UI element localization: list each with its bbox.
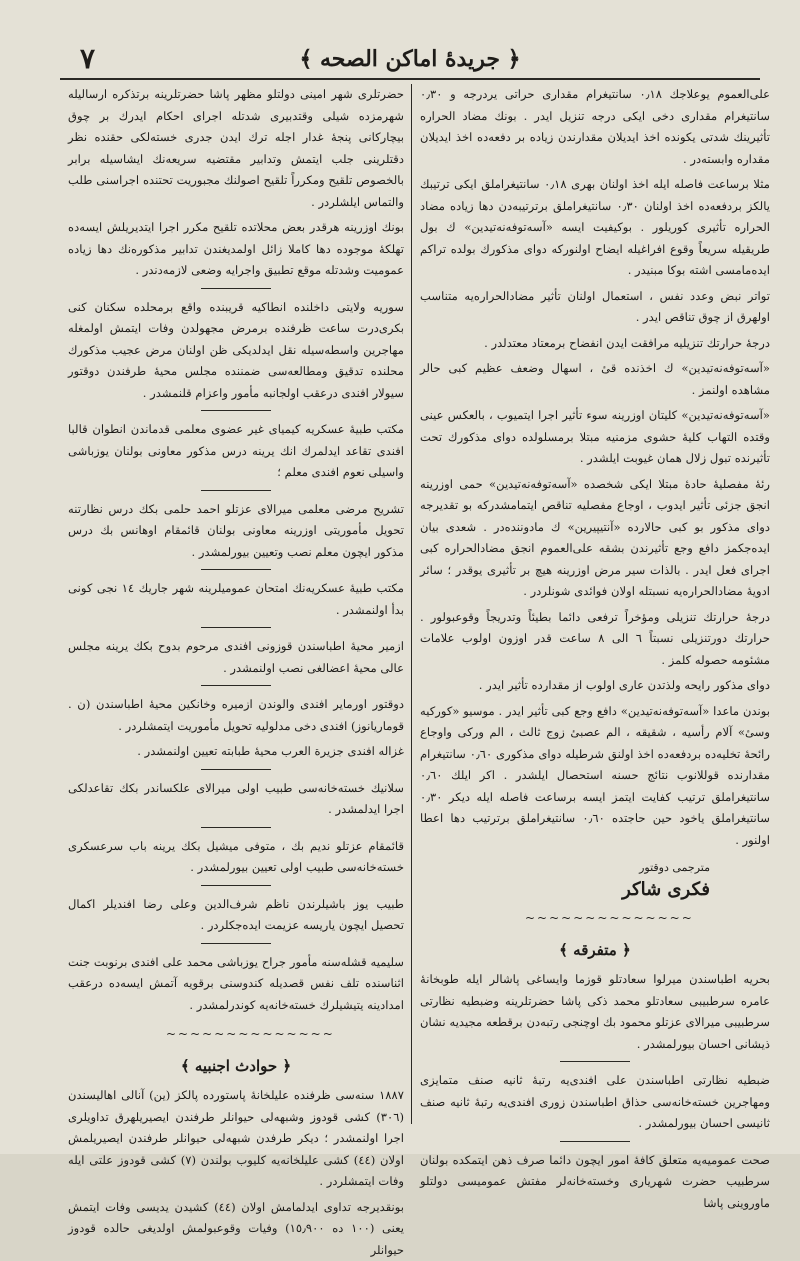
paragraph: ضبطیه نظارتی اطباسندن علی افندی‌یه رتبهٔ ثانیه صنف متمایزی ومهاجرین خسته‌خانه‌سی حذاق اطباسندن زوری افندی‌یه رتبهٔ ثانیه صنف ثانیسی احسان بیورلمشدر .	[420, 1070, 770, 1135]
ornamental-divider: ~~~~~~~~~~~~~~	[166, 1024, 306, 1046]
paragraph: بونقدیرجه تداوی ایدلمامش اولان (٤٤) کشیدن یدیسی وفات ایتمش یعنی (١٠٠ ده ١٥٫٩٠٠) وفیات وقوعبولمش اولدیغی حالده قودوز حیوانلر	[68, 1197, 404, 1261]
paragraph: درجهٔ حرارتك تنزیلیه مرافقت ایدن انفضاح برمعتاد معتدلدر .	[420, 333, 770, 355]
section-heading-miscellaneous: ﴿ متفرقه ﴾	[420, 940, 770, 962]
paragraph: صحت عمومیه‌یه متعلق کافهٔ امور ایچون دائما صرف ذهن ایتمکده بولنان سرطبیب حضرت شهریاری وخسته‌خانه‌لر مفتش عمومیسی دولتلو ماوروینی پاشا	[420, 1150, 770, 1215]
journal-title: ﴿ جریدهٔ اماکن الصحه ﴾	[260, 46, 560, 72]
divider	[201, 569, 271, 570]
paragraph: رئهٔ مفصلیهٔ حادهٔ مبتلا ایکی شخصده «آسه‌توفه‌نه‌تیدین» حمی اوزرینه انجق جزئی تأثیر ایدوب ، اوجاع مفصلیه تناقص ایتمامشدرکه بو تقدیرجه دوای مذکور بو کبی حالارده «آنتیپیرین» ك مادوننده‌در . شعدی بیان ایده‌جکمز دافع وجع تأثیرندن بشقه علی‌العموم انجق مضادالحراره کبی اجرای فعل ایدر . بالذات سیر مرض اوزرینه هیچ بر تأثیری یوقدر ؛ سائر ادویهٔ مضادالحراره‌یه نسبتله اولان فوائدی شونلردر .	[420, 474, 770, 603]
paragraph: سوریه ولایتی داخلنده انطاکیه قریبنده واقع برمحلده سکنان کنی بکری‌درت ساعت ظرفنده برمرض مجهولدن وفات ایتمش اولمغله مهاجرین واسطه‌سیله نقل ایدلدیکی ظن اولنان مرض عجیب مذکورك محلنده تدقیق ومطالعه‌سی ضمننده مجلس محیهٔ طرفندن دوقتور سیولار افندی درعقب اولجانبه مأمور واعزام قلنمشدر .	[68, 297, 404, 405]
divider	[201, 885, 271, 886]
divider	[560, 1141, 630, 1142]
paragraph: درجهٔ حرارتك تنزیلی ومؤخراً ترفعی دائما بطیئاً وتدریجاً وقوعبولور . حرارتك دورتنزیلی نسبتاً ٦ الی ٨ ساعت قدر اوزون اولوب علامات مشئومه حصوله کلمز .	[420, 607, 770, 672]
divider	[201, 288, 271, 289]
page-header	[60, 40, 760, 80]
divider	[201, 827, 271, 828]
paragraph: بحریه اطباسندن میرلوا سعادتلو قوزما وایساغی پاشالر ایله طوبخانهٔ عامره سرطبیبی سعادتلو محمد ذکی پاشا حضرتلرینه وضبطیه نظارتی سرطبیبی میرالای عزتلو محمود بك اوچنجی رتبه‌دن برقطعه مجیدیه نشان ذیشانی احسان بیورلمشدر .	[420, 969, 770, 1055]
paragraph: ازمیر محیهٔ اطباسندن قوزونی افندی مرحوم بدوح بکك یرینه مجلس عالی محیهٔ اعضالغی نصب اولنمشدر .	[68, 636, 404, 679]
paragraph: سلیمیه قشله‌سنه مأمور جراح یوزباشی محمد علی افندی برنوبت جنت اثناسنده تلف نفس قصدیله کندوسنی برقویه آتمش ایسه‌ده درعقب امدادینه یتیشیلرك خسته‌خانه‌یه کوندرلمشدر .	[68, 952, 404, 1017]
right-column	[420, 84, 770, 1124]
divider	[201, 490, 271, 491]
paragraph: مثلا برساعت فاصله ایله اخذ اولنان بهری ۰٫۱۸ سانتیغراملق ایکی ترتیبك یالکز بردفعه‌ده اخذ اولنان ۰٫۳۰ سانتیغراملق برترتیبه‌دن دها زیاده مضاد الحراره تأثیری کوریلور . بوکیفیت ایسه «آسه‌توفه‌نه‌تیدین» ك بول طریقیله سریعاً وقوع افراغیله ایضاح اولنورکه دوای مذکورك بولده تراکم ایده‌مامسی اشته بوکا مبنیدر .	[420, 174, 770, 282]
divider	[201, 685, 271, 686]
paragraph: «آسه‌توفه‌نه‌تیدین» کلیتان اوزرینه سوء تأثیر اجرا ایتمیوب ، بالعکس عینی وقتده التهاب کلیهٔ حشوی مزمنیه مبتلا برمسلولده دوای مذکورك تحت تأثیرنده تبول زلال همان غیوبت ایلشدر .	[420, 405, 770, 470]
paragraph: دوای مذکور رایحه ولذتدن عاری اولوب از مقدارده تأثیر ایدر .	[420, 675, 770, 697]
paragraph: قائمقام عزتلو نديم بك ، متوفی میشیل بکك یرینه باب سرعسکری خسته‌خانه‌سی طبیب اولی تعیین بیورلمشدر .	[68, 836, 404, 879]
paragraph: سلانیك خسته‌خانه‌سی طبیب اولی میرالای علکساندر بکك تقاعدلکی اجرا ایدلمشدر .	[68, 778, 404, 821]
paragraph: علی‌العموم یوعلاجك ۰٫۱۸ سانتیغرام مقداری حراتی یردرجه و ۰٫۳۰ سانتیغرام مقداری دخی ایکی درجه تنزیل ایدر . بونك مضاد الحراره تأثیرینك شدتی یکونده اخذ ایدیلان مقدارندن زیاده بر دفعه‌ده اخذ ایدیلان مقداره وابسته‌در .	[420, 84, 770, 170]
paragraph: غزاله افندی جزیرة العرب محیهٔ طبابته تعیین اولنمشدر .	[68, 741, 404, 763]
page-number: ٧	[80, 42, 95, 75]
paragraph: طبیب یوز باشیلرندن ناظم شرف‌الدین وعلی رضا افندیلر اکمال تحصیل ایچون یاریسه عزیمت ایده‌جکلردر .	[68, 894, 404, 937]
paragraph: تواتر نبض وعدد نفس ، استعمال اولنان تأثیر مضادالحراره‌یه متناسب اولهرق از چوق تناقص ایدر .	[420, 286, 770, 329]
divider	[201, 410, 271, 411]
author-signature	[420, 857, 710, 900]
left-column	[68, 84, 404, 1124]
paragraph: «آسه‌توفه‌نه‌تیدین» ك اخذنده قیٔ ، اسهال وضعف عظیم کبی حالر مشاهده اولنمز .	[420, 358, 770, 401]
paragraph: بوندن ماعدا «آسه‌توفه‌نه‌تیدین» دافع وجع کبی تأثیر ایدر . موسیو «کورکیه وسیٔ» آلام رأسیه ، شقیقه ، الم عصبیٔ زوج ثالث ، الم ورکی واوجاع رائحهٔ تخلیه‌ده بردفعه‌ده اخذ اولنق شرطیله دوای مذکوری ۰٫٦۰ سانتیغرام مقدارنده قوللانوب نتائج حسنه استحصال ایلشدر . اکر ایلك ۰٫٦۰ سانتیغراملق ترتیب کفایت ایتمز ایسه برساعت فاصله ایله دیکر ۰٫۳۰ سانتیغراملق یاخود حین حاجتده ۰٫٦۰ سانتیغراملق برترتیب دها اعطا اولنور .	[420, 701, 770, 852]
divider	[201, 627, 271, 628]
signature-title: مترجمی دوقتور	[420, 857, 710, 879]
section-heading-foreign-events: ﴿ حوادث اجنبیه ﴾	[68, 1056, 404, 1078]
divider	[201, 769, 271, 770]
signature-name: فکری شاکر	[420, 879, 710, 901]
paragraph: مکتب طبیهٔ عسکریه کیمیای غیر عضوی معلمی قدماندن انطوان قالبا افندی تقاعد ایدلمرك انك یرینه درس مذکور معاونی بولنان یوزباشی واسیلی نعوم افندی معلم ؛	[68, 419, 404, 484]
divider	[201, 943, 271, 944]
paragraph: حضرتلری شهر امینی دولتلو مظهر پاشا حضرتلرینه برتذکره ارسالیله شهرمزده شیلی وقتدبیری شدتله اجرای احکام ایدرك بر چوق بیچارکانی پنجهٔ غدار اجله ترك ایدن جدری خسته‌لکی حقنده نظر دقتلرینی جلب ایتمش وتدابیر مقتضیه سریعه‌نك ایشاسیله برابر بالخصوص تلقیح ومکرراً تلقیح اصولنك مجبوریت تحتنده اجراسنی طلب والتماس ایلشلردر .	[68, 84, 404, 213]
paragraph: دوقتور اورمایر افندی والوندن ازمیره وخانکین محیهٔ اطباسندن (ن . قوماریانوز) افندی دخی مدلولیه تحویل مأموریت ایتمشلردر .	[68, 694, 404, 737]
paragraph: مکتب طبیهٔ عسکریه‌نك امتحان عمومیلرینه شهر جاریك ١٤ نجی کونی بدأ اولنمشدر .	[68, 578, 404, 621]
paragraph: بونك اوزرینه هرقدر بعض محلاتده تلقیح مکرر اجرا ایتدیریلش ایسه‌ده تهلکهٔ موجوده دها کاملا زائل اولمدیغندن تدابیر مذکوره‌نك دها زیاده عمومیت وشدتله موقع تطبیق واجرایه وضعی لازمه‌دندر .	[68, 217, 404, 282]
paragraph: تشریح مرضی معلمی میرالای عزتلو احمد حلمی بکك درس نظارتنه تحویل مأموریتی اوزرینه معاونی بولنان قائمقام اوهانس بك درس مذکور ایچون معلم نصب وتعیین بیورلمشدر .	[68, 499, 404, 564]
column-divider	[411, 84, 412, 1124]
paragraph: ١٨٨٧ سنه‌سی ظرفنده علیلخانهٔ پاستورده پالکز (ین) آنالی اهالیسندن (٣٠٦) کشی قودوز وشبهه‌لی حیوانلر طرفندن ایصیریلهرق تداویلری اجرا اولنمشدر ؛ دیکر طرفدن شبهه‌لی حیوانلر طرفندن ایصیریلمش اولان (٤٤) کشی علیلخانه‌یه کلیوب بولندن (٧) کشی قودوز علتی ایله وفات ایتمشلردر .	[68, 1085, 404, 1193]
divider	[560, 1061, 630, 1062]
ornamental-divider: ~~~~~~~~~~~~~~	[525, 908, 665, 930]
